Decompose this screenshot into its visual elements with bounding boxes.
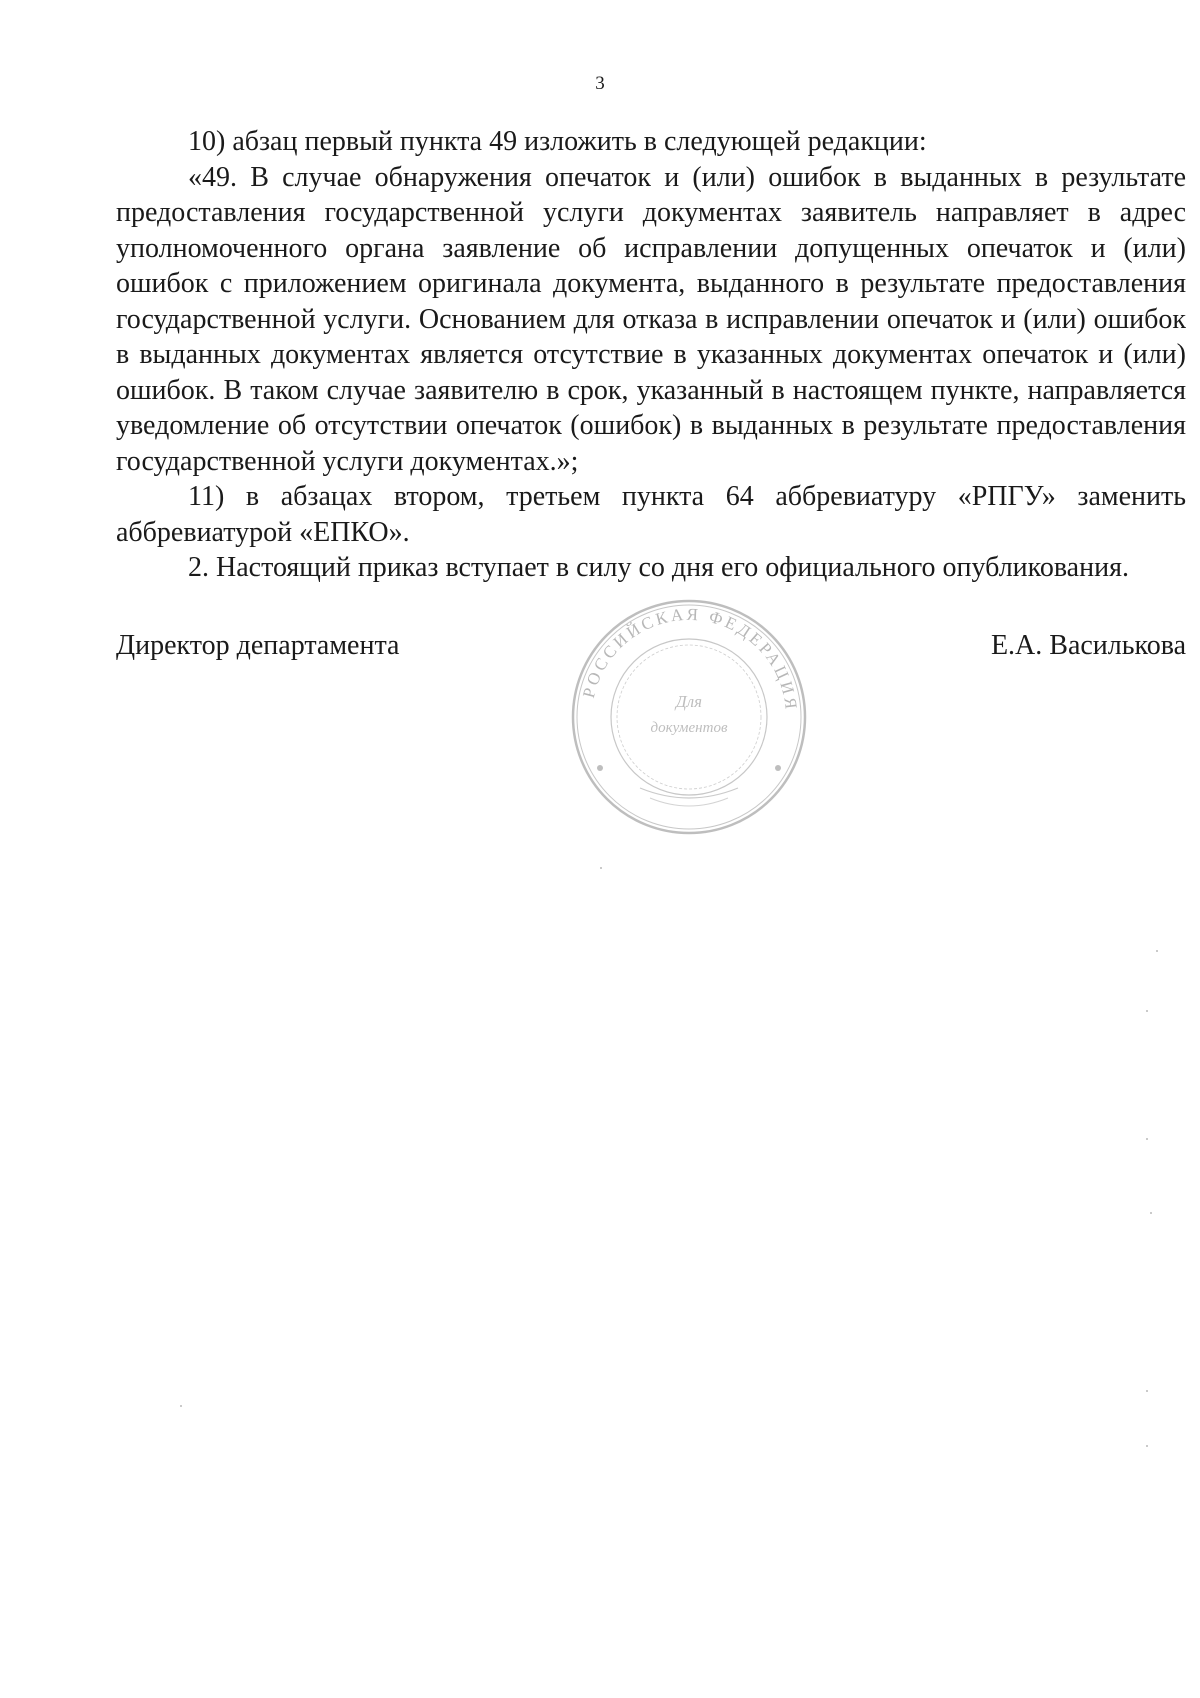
svg-text:документов: документов bbox=[650, 720, 728, 736]
scan-speck bbox=[1146, 1445, 1148, 1447]
scan-speck bbox=[1150, 1212, 1152, 1214]
signatory-position: Директор департамента bbox=[116, 630, 400, 661]
scan-speck bbox=[1156, 950, 1158, 952]
paragraph-item-11: 11) в абзацах втором, третьем пункта 64 аббревиатуру «РПГУ» заменить аббревиатурой «ЕПКО». bbox=[116, 481, 1186, 548]
signatory-name: Е.А. Василькова bbox=[990, 630, 1186, 661]
svg-text:Для: Для bbox=[675, 692, 703, 711]
scan-speck bbox=[180, 1405, 182, 1407]
scan-speck bbox=[1146, 1010, 1148, 1012]
paragraph-effective-date: 2. Настоящий приказ вступает в силу со дня его официального опубликования. bbox=[188, 552, 1129, 583]
official-stamp-icon bbox=[570, 598, 808, 836]
svg-text:РОССИЙСКАЯ ФЕДЕРАЦИЯ: РОССИЙСКАЯ ФЕДЕРАЦИЯ bbox=[578, 604, 802, 713]
scan-speck bbox=[1146, 1390, 1148, 1392]
scan-speck bbox=[600, 867, 602, 869]
scan-speck bbox=[1146, 1138, 1148, 1140]
paragraph-quoted-item-49: «49. В случае обнаружения опечаток и (или) ошибок в выданных в результате предоставления государственной услуги документах заявитель направляет в адрес уполномоченного органа заявление об исправлении допущенных опечаток и (или) ошибок с приложением оригинала документа, выданного в результате предоставления государственной услуги. Основанием для отказа в исправлении опечаток и (или) ошибок в выданных документах является отсутствие в указанных документах опечаток и (или) ошибок. В таком случае заявителю в срок, указанный в настоящем пункте, направляется уведомление об отсутствии опечаток (ошибок) в выданных в результате предоставления государственной услуги документах.»; bbox=[116, 161, 1186, 477]
document-body bbox=[116, 124, 1186, 586]
paragraph-item-10: 10) абзац первый пункта 49 изложить в следующей редакции: bbox=[188, 126, 927, 157]
page-number: 3 bbox=[595, 73, 605, 94]
